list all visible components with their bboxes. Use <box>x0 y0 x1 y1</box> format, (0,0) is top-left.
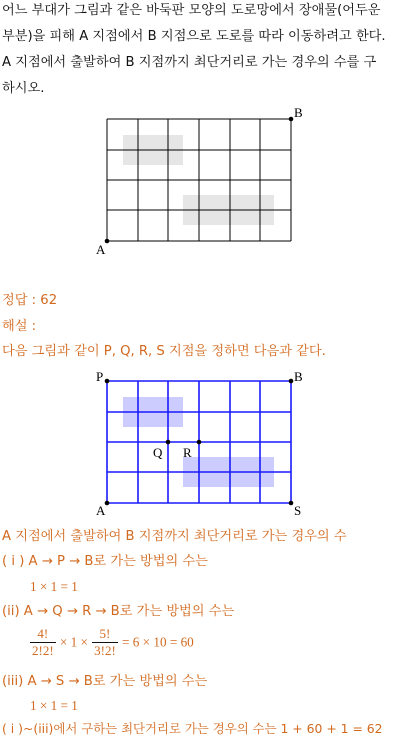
problem-line-3: A 지점에서 출발하여 B 지점까지 최단거리로 가는 경우의 수를 구 <box>2 55 377 70</box>
answer-label: 정답 : 62 <box>2 293 58 308</box>
label-a: A <box>96 242 106 257</box>
problem-grid-diagram <box>0 0 400 270</box>
problem-line-1: 어느 부대가 그림과 같은 바둑판 모양의 도로망에서 장애물(어두운 <box>2 3 381 18</box>
label-b2: B <box>294 369 303 384</box>
case-3-calc: 1 × 1 = 1 <box>30 698 78 713</box>
point-q-dot <box>166 440 171 445</box>
point-b2-dot <box>289 379 294 384</box>
solution-intro: 다음 그림과 같이 P, Q, R, S 지점을 정하면 다음과 같다. <box>2 344 326 359</box>
conclusion-text: ( i )~(iii)에서 구하는 최단거리로 가는 경우의 수는 1 + 60 + 1 = 62 <box>2 721 383 736</box>
problem-line-2: 부분)을 피해 A 지점에서 B 지점으로 도로를 따라 이동하려고 한다. <box>2 29 386 44</box>
case-1-text: ( i ) A → P → B로 가는 방법의 수는 <box>2 554 208 569</box>
point-s-dot <box>289 501 294 506</box>
solution-header: 해설 : <box>2 319 37 334</box>
case-2-calc: $\frac{4!}{2!2!}$ × 1 × $\frac{5!}{3!2!}$ = 6 × 10 = 60 <box>32 626 194 658</box>
problem-line-4: 하시오. <box>2 81 45 96</box>
solution-grid-diagram <box>0 360 400 520</box>
label-q: Q <box>153 445 163 460</box>
case-1-calc: 1 × 1 = 1 <box>30 579 78 594</box>
point-p-dot <box>105 379 110 384</box>
point-r-dot <box>197 440 202 445</box>
solution-summary: A 지점에서 출발하여 B 지점까지 최단거리로 가는 경우의 수 <box>2 529 347 544</box>
case-2-text: (ii) A → Q → R → B로 가는 방법의 수는 <box>2 604 235 619</box>
case-2-fraction-1: $\frac{4!}{2!2!}$ <box>32 626 54 658</box>
label-s: S <box>294 503 302 518</box>
label-r: R <box>183 445 192 460</box>
label-p: P <box>96 369 104 384</box>
case-2-fraction-2: $\frac{5!}{3!2!}$ <box>94 626 116 658</box>
case-3-text: (iii) A → S → B로 가는 방법의 수는 <box>2 674 208 689</box>
point-b-dot <box>289 117 294 122</box>
label-b: B <box>294 105 303 120</box>
label-a2: A <box>96 503 106 518</box>
